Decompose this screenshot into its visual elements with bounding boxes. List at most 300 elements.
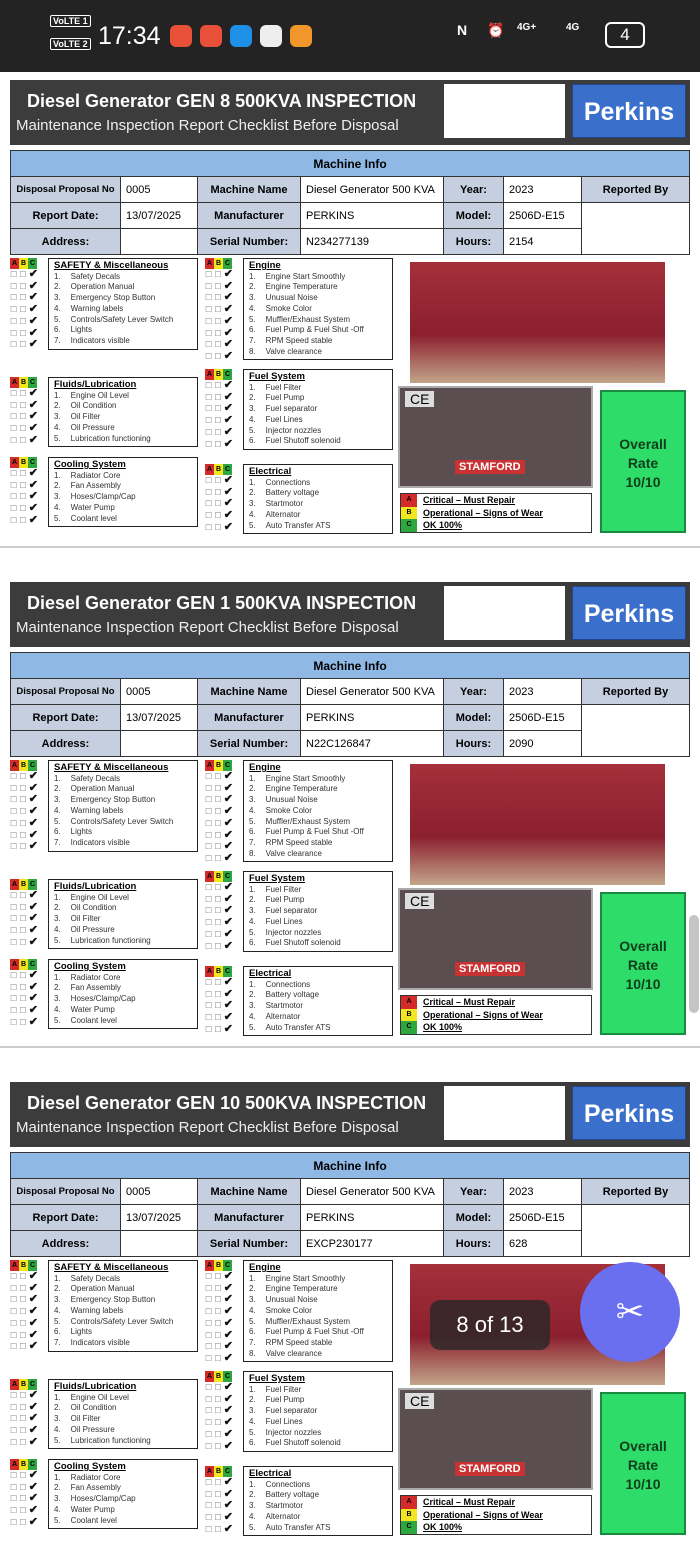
checkmark-icon: ✔ — [223, 326, 234, 339]
checkmark-icon: ✔ — [223, 474, 234, 486]
page-indicator: 8 of 13 — [430, 1300, 550, 1350]
report-header — [10, 80, 690, 145]
checkmark-icon: ✔ — [28, 1480, 39, 1493]
rating-checkboxes[interactable]: ☐ ☐ ✔ — [205, 390, 234, 403]
rating-checkboxes[interactable]: ☐ ☐ ✔ — [205, 1270, 234, 1282]
rating-checkboxes[interactable]: ☐ ☐ ✔ — [10, 387, 39, 399]
checklist-item — [249, 393, 387, 404]
rating-checkboxes[interactable]: ☐ ☐ ✔ — [205, 509, 234, 522]
rating-checkboxes[interactable]: ☐ ☐ ✔ — [10, 912, 39, 925]
rating-checkboxes[interactable]: ☐ ☐ ✔ — [205, 474, 234, 486]
rating-checkboxes[interactable]: ☐ ☐ ✔ — [205, 1392, 234, 1405]
item-label: Hoses/Clamp/Cap — [70, 994, 136, 1004]
rating-checkboxes[interactable]: ☐ ☐ ✔ — [205, 770, 234, 782]
checkmark-icon: ✔ — [28, 840, 39, 853]
item-number: 2. — [54, 1403, 61, 1413]
checklist-item — [54, 817, 192, 828]
rating-checkboxes[interactable]: ☐ ☐ ✔ — [205, 279, 234, 292]
item-number: 6. — [54, 827, 61, 837]
checkmark-icon: ✔ — [223, 509, 234, 522]
rating-checkboxes[interactable]: ☐ ☐ ✔ — [10, 314, 39, 327]
rating-checkboxes[interactable]: ☐ ☐ ✔ — [205, 939, 234, 952]
item-label: Startmotor — [265, 499, 304, 509]
item-label: Fuel Filter — [265, 1384, 302, 1394]
item-label: Warning labels — [70, 303, 124, 313]
machine-info-heading: Machine Info — [11, 151, 690, 177]
rating-legend — [400, 1495, 592, 1535]
nameplate-photo — [398, 1388, 593, 1490]
rating-checkboxes[interactable]: ☐ ☐ ✔ — [10, 924, 39, 937]
rating-checkboxes[interactable]: ☐ ☐ ✔ — [10, 816, 39, 829]
item-label: Connections — [265, 477, 311, 487]
rating-checkboxes[interactable]: ☐ ☐ ✔ — [205, 338, 234, 351]
rating-checkboxes[interactable]: ☐ ☐ ✔ — [10, 935, 39, 948]
label: Year: — [444, 177, 504, 203]
rating-checkboxes[interactable]: ☐ ☐ ✔ — [10, 805, 39, 818]
rating-checkboxes[interactable]: ☐ ☐ ✔ — [205, 1404, 234, 1417]
checkmark-icon: ✔ — [28, 924, 39, 937]
rating-checkboxes[interactable]: ☐ ☐ ✔ — [10, 291, 39, 304]
scroll-handle[interactable] — [689, 915, 699, 1013]
item-number: 1. — [54, 972, 61, 982]
machine-info-heading: Machine Info — [11, 1153, 690, 1179]
app-notification-icon — [200, 25, 222, 47]
rating-checkboxes[interactable]: ☐ ☐ ✔ — [205, 1522, 234, 1535]
rating-checkboxes[interactable]: ☐ ☐ ✔ — [10, 478, 39, 491]
checkmark-icon: ✔ — [223, 291, 234, 304]
item-label: Fuel Lines — [265, 414, 303, 424]
checkmark-icon: ✔ — [28, 935, 39, 948]
checklist-item — [54, 1005, 192, 1016]
rating-checkboxes[interactable]: ☐ ☐ ✔ — [205, 1340, 234, 1353]
rating-checkboxes[interactable]: ☐ ☐ ✔ — [205, 892, 234, 905]
checklist-item — [54, 1317, 192, 1328]
rating-checkboxes[interactable]: ☐ ☐ ✔ — [10, 422, 39, 435]
rating-checkboxes[interactable]: ☐ ☐ ✔ — [10, 433, 39, 446]
rating-checkboxes[interactable]: ☐ ☐ ✔ — [205, 1427, 234, 1440]
checklist-box — [48, 457, 198, 527]
checklist-item — [249, 885, 387, 896]
generator-photo — [410, 764, 665, 885]
item-number: 6. — [54, 325, 61, 335]
section-title: Cooling System — [54, 459, 126, 470]
checklist-item — [54, 272, 192, 283]
item-number: 4. — [249, 414, 256, 424]
rating-checkboxes[interactable]: ☐ ☐ ✔ — [205, 1305, 234, 1318]
rating-checkboxes[interactable]: ☐ ☐ ✔ — [205, 999, 234, 1012]
rating-checkboxes[interactable]: ☐ ☐ ✔ — [10, 1004, 39, 1017]
checkbox-column — [10, 468, 38, 527]
ce-mark: CE — [405, 391, 434, 407]
report-title: Diesel Generator GEN 1 500KVA INSPECTION — [27, 593, 417, 613]
value: 0005 — [121, 679, 198, 705]
rating-checkboxes[interactable]: ☐ ☐ ✔ — [10, 1412, 39, 1425]
checklist-item — [249, 938, 387, 949]
item-number: 1. — [54, 773, 61, 783]
rating-checkboxes[interactable]: ☐ ☐ ✔ — [205, 497, 234, 510]
label: Disposal Proposal No — [11, 177, 121, 203]
legend-row — [401, 507, 591, 520]
abc-header: A B C — [11, 961, 36, 968]
checklist-item — [249, 1338, 387, 1349]
item-label: Engine Oil Level — [70, 1392, 129, 1402]
value — [121, 229, 198, 255]
item-number: 1. — [249, 382, 256, 392]
item-number: 5. — [54, 816, 61, 826]
item-number: 2. — [54, 401, 61, 411]
checklist-item — [249, 849, 387, 860]
rating-checkboxes[interactable]: ☐ ☐ ✔ — [205, 805, 234, 818]
label: Hours: — [444, 1231, 504, 1257]
rating-checkboxes[interactable]: ☐ ☐ ✔ — [205, 1011, 234, 1024]
item-label: Unusual Noise — [265, 1295, 318, 1305]
item-number: 3. — [54, 1295, 61, 1305]
rating-checkboxes[interactable]: ☐ ☐ ✔ — [10, 502, 39, 515]
item-label: Smoke Color — [265, 1305, 312, 1315]
checkmark-icon: ✔ — [223, 425, 234, 438]
rating-checkboxes[interactable]: ☐ ☐ ✔ — [10, 781, 39, 794]
checkmark-icon: ✔ — [28, 433, 39, 446]
checklist-item — [54, 471, 192, 482]
label: Hours: — [444, 731, 504, 757]
checkbox-column — [10, 1390, 38, 1449]
checkmark-icon: ✔ — [28, 1389, 39, 1401]
label: Manufacturer — [198, 705, 301, 731]
checklist-item — [249, 1001, 387, 1012]
section-title: Fluids/Lubrication — [54, 1381, 137, 1392]
item-number: 6. — [249, 1327, 256, 1337]
item-number: 2. — [249, 1284, 256, 1294]
abc-header: A B C — [11, 459, 36, 466]
item-number: 5. — [249, 1022, 256, 1032]
item-label: Radiator Core — [70, 1472, 121, 1482]
checklist-box — [48, 760, 198, 852]
rating-checkboxes[interactable]: ☐ ☐ ✔ — [205, 1022, 234, 1035]
checkmark-icon: ✔ — [223, 1270, 234, 1282]
rating-checkboxes[interactable]: ☐ ☐ ✔ — [10, 992, 39, 1005]
label: Report Date: — [11, 705, 121, 731]
item-number: 2. — [54, 282, 61, 292]
checkmark-icon: ✔ — [28, 1400, 39, 1413]
nameplate-photo — [398, 888, 593, 990]
rating-checkboxes[interactable]: ☐ ☐ ✔ — [10, 889, 39, 901]
rating-checkboxes[interactable]: ☐ ☐ ✔ — [205, 1351, 234, 1364]
item-label: Radiator Core — [70, 470, 121, 480]
checkmark-icon: ✔ — [223, 781, 234, 794]
value: EXCP230177 — [301, 1231, 444, 1257]
item-label: Alternator — [265, 509, 301, 519]
rating-checkboxes[interactable]: ☐ ☐ ✔ — [10, 1293, 39, 1306]
rating-checkboxes[interactable]: ☐ ☐ ✔ — [205, 1511, 234, 1524]
rating-checkboxes[interactable]: ☐ ☐ ✔ — [10, 1281, 39, 1294]
checklist-item — [54, 1403, 192, 1414]
rating-checkboxes[interactable]: ☐ ☐ ✔ — [10, 840, 39, 853]
rating-checkboxes[interactable]: ☐ ☐ ✔ — [205, 793, 234, 806]
label: Serial Number: — [198, 1231, 301, 1257]
item-label: Hoses/Clamp/Cap — [70, 1494, 136, 1504]
rating-checkboxes[interactable]: ☐ ☐ ✔ — [10, 268, 39, 280]
rating-checkboxes[interactable]: ☐ ☐ ✔ — [10, 1270, 39, 1282]
blank-box — [444, 84, 565, 138]
item-label: Oil Filter — [70, 1414, 101, 1424]
item-number: 2. — [249, 393, 256, 403]
checklist-item — [54, 434, 192, 445]
legend-row — [401, 1509, 591, 1522]
item-label: Unusual Noise — [265, 795, 318, 805]
rating-checkboxes[interactable]: ☐ ☐ ✔ — [205, 1439, 234, 1452]
legend-text: Critical – Must Repair — [423, 495, 516, 505]
rating-checkboxes[interactable]: ☐ ☐ ✔ — [10, 900, 39, 913]
rate-value: 10/10 — [625, 1476, 661, 1492]
item-number: 5. — [249, 425, 256, 435]
checkmark-icon: ✔ — [223, 904, 234, 917]
rating-checkboxes[interactable]: ☐ ☐ ✔ — [10, 770, 39, 782]
rating-checkboxes[interactable]: ☐ ☐ ✔ — [10, 513, 39, 526]
section-title: SAFETY & Miscellaneous — [54, 1262, 169, 1273]
item-label: Battery voltage — [265, 1490, 320, 1500]
rating-checkboxes[interactable]: ☐ ☐ ✔ — [205, 881, 234, 893]
item-number: 3. — [54, 994, 61, 1004]
rating-checkboxes[interactable]: ☐ ☐ ✔ — [205, 268, 234, 280]
checkmark-icon: ✔ — [223, 1305, 234, 1318]
rating-checkboxes[interactable]: ☐ ☐ ✔ — [205, 916, 234, 929]
checkmark-icon: ✔ — [223, 1340, 234, 1353]
checkmark-icon: ✔ — [223, 520, 234, 533]
screenshot-crop-button[interactable] — [580, 1262, 680, 1362]
rating-checkboxes[interactable]: ☐ ☐ ✔ — [10, 338, 39, 351]
abc-header: A B C — [11, 260, 36, 267]
volte-1-indicator: VoLTE 1 — [50, 15, 91, 27]
checklist-item — [54, 1473, 192, 1484]
checklist-item — [249, 1385, 387, 1396]
checklist-item — [249, 510, 387, 521]
legend-text: OK 100% — [423, 1022, 463, 1032]
item-number: 5. — [54, 1435, 61, 1445]
rating-checkboxes[interactable]: ☐ ☐ ✔ — [205, 1381, 234, 1393]
item-label: Fuel Shutoff solenoid — [265, 938, 341, 948]
rating-checkboxes[interactable]: ☐ ☐ ✔ — [205, 1281, 234, 1294]
rating-checkboxes[interactable]: ☐ ☐ ✔ — [10, 1480, 39, 1493]
blank-box — [444, 586, 565, 640]
checklist-item — [249, 521, 387, 532]
rating-checkboxes[interactable]: ☐ ☐ ✔ — [205, 1328, 234, 1341]
item-number: 1. — [249, 477, 256, 487]
rating-checkboxes[interactable]: ☐ ☐ ✔ — [10, 980, 39, 993]
checkmark-icon: ✔ — [223, 892, 234, 905]
label: Machine Name — [198, 1179, 301, 1205]
scissors-icon: ✂ — [615, 1293, 645, 1331]
rating-checkboxes[interactable]: ☐ ☐ ✔ — [205, 485, 234, 498]
stamford-label: STAMFORD — [455, 460, 525, 474]
rating-checkboxes[interactable]: ☐ ☐ ✔ — [205, 904, 234, 917]
rating-checkboxes[interactable]: ☐ ☐ ✔ — [10, 410, 39, 423]
rating-checkboxes[interactable]: ☐ ☐ ✔ — [205, 303, 234, 316]
rating-checkboxes[interactable]: ☐ ☐ ✔ — [10, 1015, 39, 1028]
rating-checkboxes[interactable]: ☐ ☐ ✔ — [205, 1476, 234, 1488]
rating-checkboxes[interactable]: ☐ ☐ ✔ — [205, 987, 234, 1000]
rating-checkboxes[interactable]: ☐ ☐ ✔ — [205, 437, 234, 450]
checklist-box — [243, 760, 393, 862]
rating-checkboxes[interactable]: ☐ ☐ ✔ — [10, 1316, 39, 1329]
item-label: Fuel Pump & Fuel Shut -Off — [265, 325, 364, 335]
rating-checkboxes[interactable]: ☐ ☐ ✔ — [10, 326, 39, 339]
rating-checkboxes[interactable]: ☐ ☐ ✔ — [10, 1469, 39, 1481]
checklist-item — [54, 423, 192, 434]
rating-checkboxes[interactable]: ☐ ☐ ✔ — [205, 414, 234, 427]
item-number: 5. — [54, 1316, 61, 1326]
item-label: Indicators visible — [70, 1337, 130, 1347]
rating-checkboxes[interactable]: ☐ ☐ ✔ — [205, 1499, 234, 1512]
overall-rate-box — [600, 390, 686, 533]
item-number: 3. — [54, 1494, 61, 1504]
signal-1-icon: 4G+ — [517, 22, 537, 33]
checklist-item — [54, 827, 192, 838]
rating-checkboxes[interactable]: ☐ ☐ ✔ — [205, 520, 234, 533]
item-number: 3. — [249, 906, 256, 916]
checklist-item — [54, 784, 192, 795]
item-number: 4. — [249, 1416, 256, 1426]
report-subtitle: Maintenance Inspection Report Checklist Before Disposal — [16, 1119, 399, 1136]
item-label: Emergency Stop Button — [70, 293, 156, 303]
checkmark-icon: ✔ — [223, 338, 234, 351]
checklist-item — [54, 914, 192, 925]
rate-label: Rate — [627, 957, 659, 973]
item-label: Fuel Shutoff solenoid — [265, 1438, 341, 1448]
item-number: 5. — [54, 1015, 61, 1025]
checkmark-icon: ✔ — [223, 279, 234, 292]
item-label: Engine Start Smoothly — [265, 1273, 346, 1283]
legend-key: C — [401, 519, 417, 532]
item-label: Fuel Pump — [265, 393, 305, 403]
checkmark-icon: ✔ — [28, 969, 39, 981]
checklist-item — [249, 325, 387, 336]
rating-checkboxes[interactable]: ☐ ☐ ✔ — [10, 1424, 39, 1437]
checklist-item — [54, 412, 192, 423]
section-title: Engine — [249, 1262, 281, 1273]
item-number: 3. — [54, 914, 61, 924]
checklist-item — [249, 928, 387, 939]
rating-checkboxes[interactable]: ☐ ☐ ✔ — [10, 467, 39, 479]
rating-checkboxes[interactable]: ☐ ☐ ✔ — [10, 490, 39, 503]
checkmark-icon: ✔ — [28, 1424, 39, 1437]
rating-checkboxes[interactable]: ☐ ☐ ✔ — [205, 976, 234, 988]
rating-checkboxes[interactable]: ☐ ☐ ✔ — [205, 314, 234, 327]
item-number: 4. — [54, 422, 61, 432]
rating-checkboxes[interactable]: ☐ ☐ ✔ — [205, 402, 234, 415]
value: 13/07/2025 — [121, 705, 198, 731]
item-label: Water Pump — [70, 502, 115, 512]
rating-checkboxes[interactable]: ☐ ☐ ✔ — [10, 279, 39, 292]
rating-checkboxes[interactable]: ☐ ☐ ✔ — [10, 1504, 39, 1517]
rating-checkboxes[interactable]: ☐ ☐ ✔ — [10, 1305, 39, 1318]
checkmark-icon: ✔ — [223, 1281, 234, 1294]
checklist-box — [48, 258, 198, 350]
item-label: Engine Temperature — [265, 282, 338, 292]
rating-checkboxes[interactable]: ☐ ☐ ✔ — [10, 1340, 39, 1353]
rating-checkboxes[interactable]: ☐ ☐ ✔ — [205, 1293, 234, 1306]
rating-checkboxes[interactable]: ☐ ☐ ✔ — [205, 1416, 234, 1429]
rating-checkboxes[interactable]: ☐ ☐ ✔ — [205, 379, 234, 391]
checklist-box — [243, 966, 393, 1036]
item-number: 6. — [249, 827, 256, 837]
checklist-item — [54, 973, 192, 984]
rating-checkboxes[interactable]: ☐ ☐ ✔ — [10, 969, 39, 981]
checklist-box — [243, 369, 393, 450]
rating-checkboxes[interactable]: ☐ ☐ ✔ — [205, 349, 234, 362]
checkmark-icon: ✔ — [223, 1487, 234, 1500]
checkmark-icon: ✔ — [223, 1499, 234, 1512]
checkmark-icon: ✔ — [223, 1404, 234, 1417]
rating-checkboxes[interactable]: ☐ ☐ ✔ — [10, 1389, 39, 1401]
rating-checkboxes[interactable]: ☐ ☐ ✔ — [10, 828, 39, 841]
item-number: 1. — [54, 390, 61, 400]
item-number: 3. — [249, 1001, 256, 1011]
rating-checkboxes[interactable]: ☐ ☐ ✔ — [205, 927, 234, 940]
rating-checkboxes[interactable]: ☐ ☐ ✔ — [10, 398, 39, 411]
rating-checkboxes[interactable]: ☐ ☐ ✔ — [205, 840, 234, 853]
checklist-item — [249, 1023, 387, 1034]
checkbox-column — [205, 1477, 233, 1536]
rating-checkboxes[interactable]: ☐ ☐ ✔ — [10, 793, 39, 806]
checkbox-column — [205, 977, 233, 1036]
ce-mark: CE — [405, 893, 434, 909]
item-number: 2. — [249, 784, 256, 794]
checkmark-icon: ✔ — [223, 1439, 234, 1452]
item-number: 1. — [249, 979, 256, 989]
checklist-item — [54, 925, 192, 936]
checkmark-icon: ✔ — [28, 398, 39, 411]
item-label: Emergency Stop Button — [70, 1295, 156, 1305]
rating-checkboxes[interactable]: ☐ ☐ ✔ — [10, 1435, 39, 1448]
item-number: 1. — [54, 470, 61, 480]
item-number: 1. — [249, 884, 256, 894]
label: Report Date: — [11, 1205, 121, 1231]
checklist-item — [54, 401, 192, 412]
rating-checkboxes[interactable]: ☐ ☐ ✔ — [10, 1492, 39, 1505]
rating-checkboxes[interactable]: ☐ ☐ ✔ — [205, 781, 234, 794]
item-number: 2. — [54, 983, 61, 993]
blank-box — [444, 1086, 565, 1140]
rating-checkboxes[interactable]: ☐ ☐ ✔ — [205, 326, 234, 339]
rating-checkboxes[interactable]: ☐ ☐ ✔ — [10, 303, 39, 316]
checklist-item — [249, 383, 387, 394]
checkmark-icon: ✔ — [223, 816, 234, 829]
rating-checkboxes[interactable]: ☐ ☐ ✔ — [10, 1515, 39, 1528]
rating-checkboxes[interactable]: ☐ ☐ ✔ — [205, 851, 234, 864]
checkmark-icon: ✔ — [223, 987, 234, 1000]
rating-checkboxes[interactable]: ☐ ☐ ✔ — [205, 425, 234, 438]
item-number: 3. — [54, 492, 61, 502]
checklist-item — [54, 1274, 192, 1285]
rating-checkboxes[interactable]: ☐ ☐ ✔ — [205, 816, 234, 829]
rating-checkboxes[interactable]: ☐ ☐ ✔ — [10, 1328, 39, 1341]
item-label: Valve clearance — [265, 346, 322, 356]
rating-checkboxes[interactable]: ☐ ☐ ✔ — [205, 1316, 234, 1329]
rating-checkboxes[interactable]: ☐ ☐ ✔ — [205, 1487, 234, 1500]
rating-checkboxes[interactable]: ☐ ☐ ✔ — [10, 1400, 39, 1413]
item-number: 4. — [54, 1004, 61, 1014]
rate-value: 10/10 — [625, 474, 661, 490]
value: Diesel Generator 500 KVA — [301, 1179, 444, 1205]
overall-label: Overall — [619, 436, 667, 452]
perkins-logo: Perkins — [572, 1086, 686, 1140]
checklist-item — [54, 806, 192, 817]
item-number: 7. — [249, 335, 256, 345]
rating-checkboxes[interactable]: ☐ ☐ ✔ — [205, 291, 234, 304]
legend-key: A — [401, 1496, 417, 1509]
item-number: 3. — [249, 1295, 256, 1305]
rating-checkboxes[interactable]: ☐ ☐ ✔ — [205, 828, 234, 841]
